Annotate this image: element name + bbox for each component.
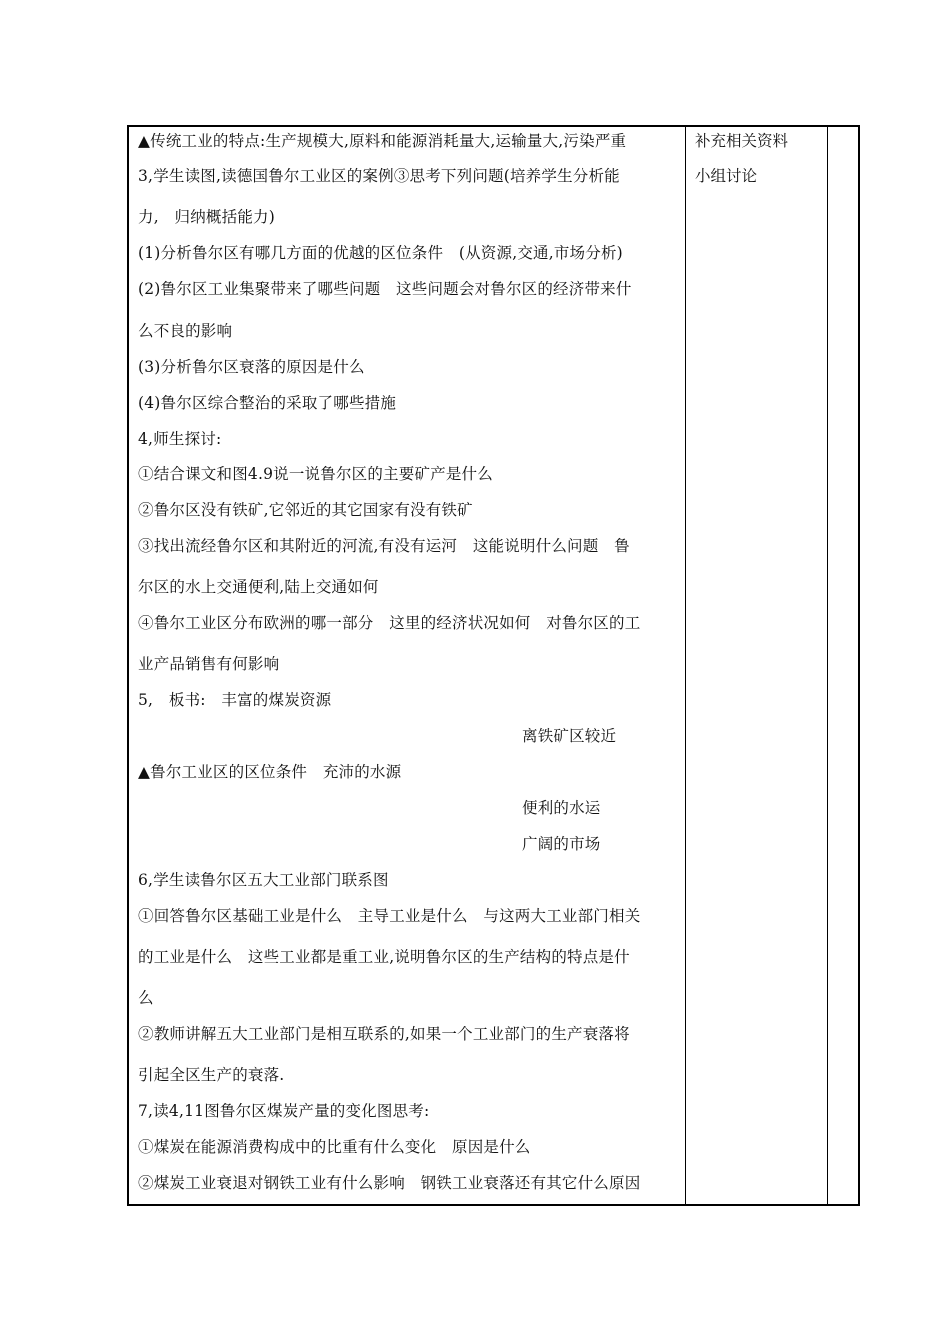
text-line: ②煤炭工业衰退对钢铁工业有什么影响 钢铁工业衰落还有其它什么原因: [138, 1174, 641, 1192]
text-line: ①回答鲁尔区基础工业是什么 主导工业是什么 与这两大工业部门相关: [138, 907, 641, 925]
text-line: ④鲁尔工业区分布欧洲的哪一部分 这里的经济状况如何 对鲁尔区的工: [138, 614, 641, 632]
text-line: 么不良的影响: [138, 322, 233, 340]
text-line: 力, 归纳概括能力): [138, 208, 275, 226]
text-line: ③找出流经鲁尔区和其附近的河流,有没有运河 这能说明什么问题 鲁: [138, 537, 630, 555]
empty-remarks-cell: [828, 127, 858, 1204]
text-line: (3)分析鲁尔区衰落的原因是什么: [138, 358, 365, 376]
text-line: ②教师讲解五大工业部门是相互联系的,如果一个工业部门的生产衰落将: [138, 1025, 630, 1043]
text-line: ②鲁尔区没有铁矿,它邻近的其它国家有没有铁矿: [138, 501, 473, 519]
text-line: 尔区的水上交通便利,陆上交通如何: [138, 578, 379, 596]
text-line: 7,读4,11图鲁尔区煤炭产量的变化图思考:: [138, 1102, 430, 1120]
text-line: ①结合课文和图4.9说一说鲁尔区的主要矿产是什么: [138, 465, 493, 483]
text-line: 广阔的市场: [522, 835, 601, 853]
text-line: (4)鲁尔区综合整治的采取了哪些措施: [138, 394, 397, 412]
note-supplement: 补充相关资料: [695, 132, 789, 150]
text-line: ▲鲁尔工业区的区位条件 充沛的水源: [138, 763, 402, 781]
text-line: 3,学生读图,读德国鲁尔工业区的案例③思考下列问题(培养学生分析能: [138, 167, 620, 185]
text-line: 业产品销售有何影响: [138, 655, 280, 673]
text-line: 离铁矿区较近: [522, 727, 617, 745]
text-line: ①煤炭在能源消费构成中的比重有什么变化 原因是什么: [138, 1138, 531, 1156]
text-line: 6,学生读鲁尔区五大工业部门联系图: [138, 871, 389, 889]
note-discussion: 小组讨论: [695, 167, 758, 185]
lesson-plan-table: [127, 125, 860, 1206]
text-line: ▲传统工业的特点:生产规模大,原料和能源消耗量大,运输量大,污染严重: [138, 132, 627, 150]
text-line: 么: [138, 989, 154, 1007]
text-line: 4,师生探讨:: [138, 430, 222, 448]
activity-notes-cell: [686, 127, 828, 1204]
text-line: 的工业是什么 这些工业都是重工业,说明鲁尔区的生产结构的特点是什: [138, 948, 630, 966]
text-line: (2)鲁尔区工业集聚带来了哪些问题 这些问题会对鲁尔区的经济带来什: [138, 280, 632, 298]
teaching-content-cell: [129, 127, 686, 1204]
text-line: 5, 板书: 丰富的煤炭资源: [138, 691, 332, 709]
text-line: 便利的水运: [522, 799, 601, 817]
text-line: (1)分析鲁尔区有哪几方面的优越的区位条件 (从资源,交通,市场分析): [138, 244, 623, 262]
text-line: 引起全区生产的衰落.: [138, 1066, 285, 1084]
